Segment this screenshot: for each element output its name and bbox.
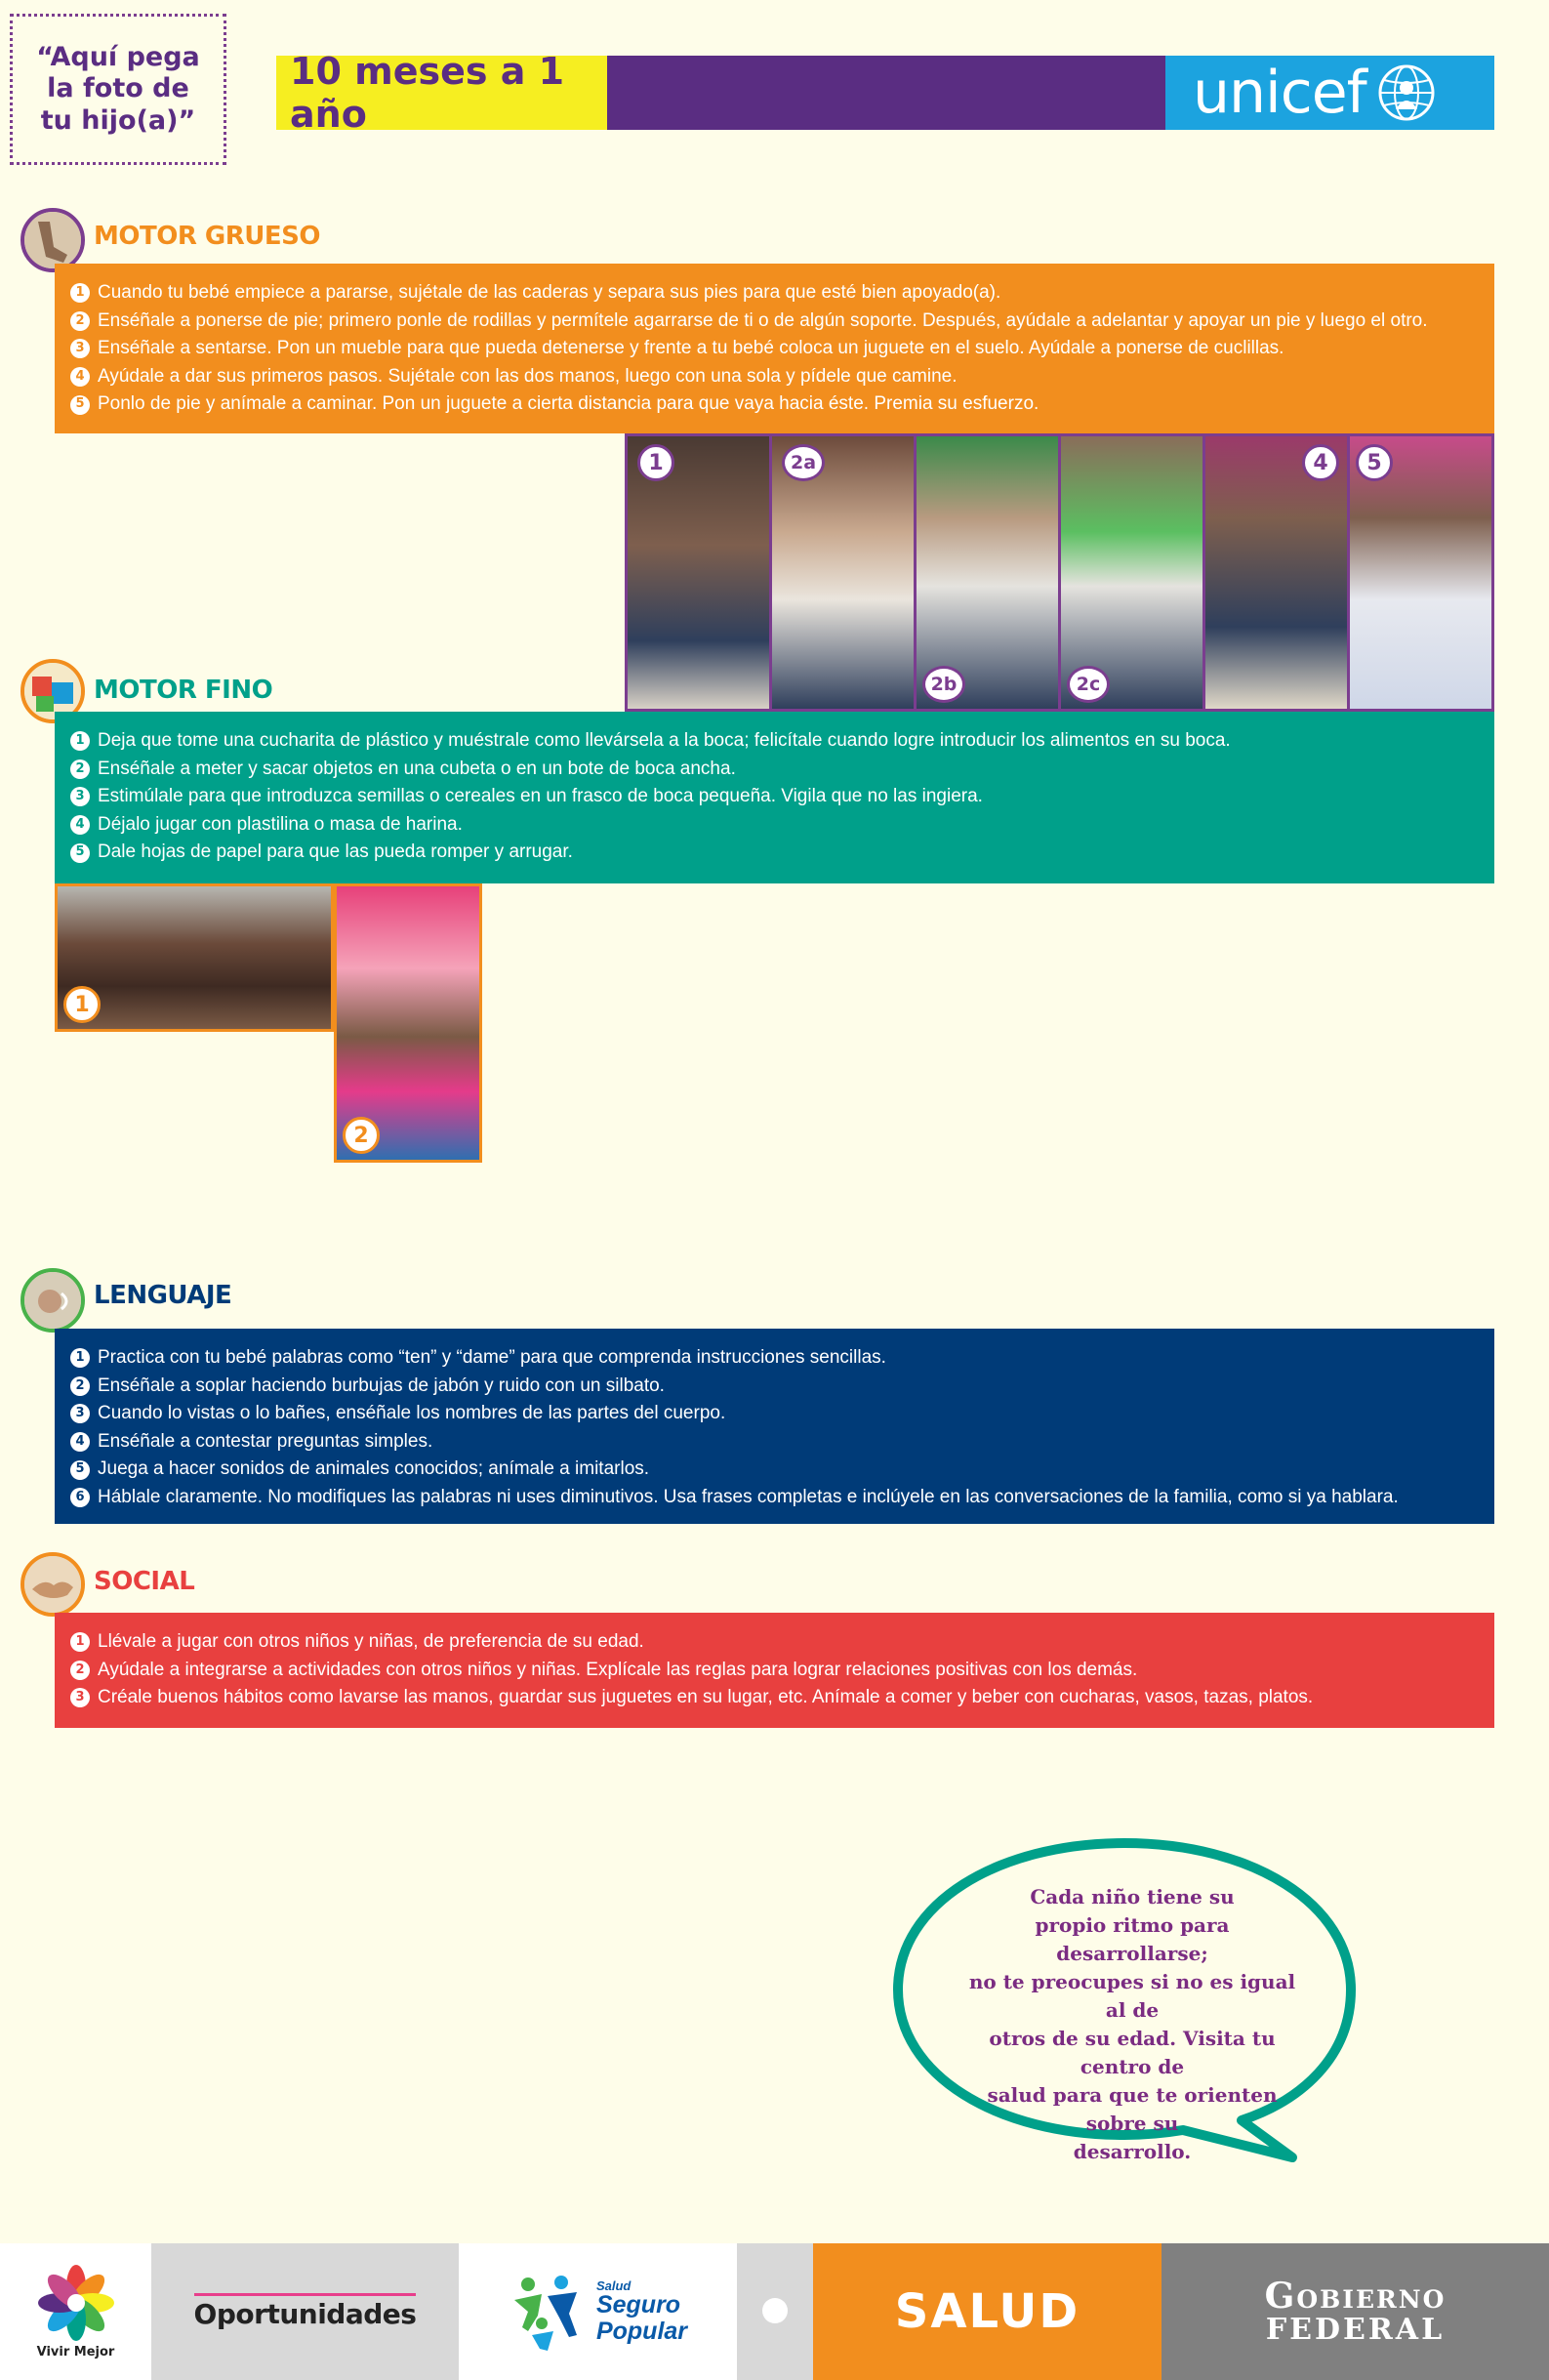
list-text: Enséñale a sentarse. Pon un mueble para que pueda detenerse y frente a tu bebé coloca un juguete en el suelo. Ayúdale a ponerse de cuclillas.	[98, 338, 1284, 359]
photo	[772, 436, 914, 709]
list-number: 6	[70, 1488, 90, 1507]
seguro-popular-label: Seguro Popular	[595, 2291, 688, 2345]
list-number: 1	[70, 1348, 90, 1368]
photo-label: 2a	[782, 444, 825, 481]
photo-placeholder-text: “Aquí pega la foto de tu hijo(a)”	[36, 41, 200, 136]
list-item	[70, 839, 1477, 867]
list-text: Juega a hacer sonidos de animales conocidos; anímale a imitarlos.	[98, 1458, 650, 1480]
list-text: Créale buenos hábitos como lavarse las manos, guardar sus juguetes en su lugar, etc. Anímale a comer y beber con cucharas, vasos, tazas, platos.	[98, 1687, 1314, 1708]
list-text: Dale hojas de papel para que las pueda romper y arrugar.	[98, 841, 573, 863]
list-item	[70, 756, 1477, 784]
photo-label: 4	[1302, 444, 1339, 481]
list-number: 2	[70, 1376, 90, 1396]
list-text: Cuando lo vistas o lo bañes, enséñale los nombres de las partes del cuerpo.	[98, 1403, 726, 1424]
photo	[628, 436, 769, 709]
photo-label: 1	[637, 444, 674, 481]
oportunidades-label: Oportunidades	[194, 2293, 417, 2330]
footer-divider	[737, 2243, 813, 2380]
list-number: 1	[70, 731, 90, 751]
social-title: SOCIAL	[94, 1567, 195, 1596]
vivir-mejor-flower-icon	[38, 2265, 114, 2341]
list-number: 4	[70, 815, 90, 835]
gobierno-label: Gobierno	[1264, 2275, 1447, 2317]
unicef-emblem-icon	[1376, 62, 1437, 123]
list-number: 5	[70, 1460, 90, 1480]
list-item	[70, 363, 1477, 391]
list-number: 2	[70, 759, 90, 779]
list-item	[70, 783, 1477, 811]
lenguaje-list	[55, 1329, 1494, 1524]
motor-fino-title: MOTOR FINO	[94, 676, 273, 705]
seguro-popular-logo	[459, 2243, 737, 2380]
list-item	[70, 308, 1477, 336]
list-number: 4	[70, 367, 90, 387]
photo-label: 1	[63, 986, 101, 1023]
footer-dot	[762, 2298, 788, 2323]
photo-label: 2b	[922, 666, 965, 703]
list-text: Déjalo jugar con plastilina o masa de harina.	[98, 813, 463, 835]
photo-placeholder	[10, 14, 226, 165]
list-text: Enséñale a soplar haciendo burbujas de jabón y ruido con un silbato.	[98, 1375, 665, 1396]
motor-grueso-title: MOTOR GRUESO	[94, 222, 320, 251]
list-text: Ponlo de pie y anímale a caminar. Pon un juguete a cierta distancia para que vaya hacia éste. Premia su esfuerzo.	[98, 393, 1039, 415]
speech-bubble-text: Cada niño tiene su propio ritmo para desarrollarse; no te preocupes si no es igual al de otros de su edad. Visita tu centro de salud para que te orienten sobre su desarrollo.	[968, 1885, 1296, 2163]
lenguaje-title: LENGUAJE	[94, 1281, 232, 1310]
list-text: Ayúdale a dar sus primeros pasos. Sujétale con las dos manos, luego con una sola y pídele que camine.	[98, 365, 958, 387]
footer	[0, 2243, 1549, 2380]
social-list	[55, 1613, 1494, 1728]
list-item	[70, 1684, 1477, 1712]
vivir-mejor-label: Vivir Mejor	[36, 2344, 115, 2359]
photo-label: 2c	[1067, 666, 1110, 703]
list-item	[70, 335, 1477, 363]
list-item	[70, 1484, 1477, 1512]
list-item	[70, 1344, 1477, 1373]
photo	[55, 883, 334, 1032]
salud-logo	[813, 2243, 1162, 2380]
list-item	[70, 727, 1477, 756]
list-text: Enséñale a meter y sacar objetos en una cubeta o en un bote de boca ancha.	[98, 758, 736, 779]
list-number: 2	[70, 311, 90, 331]
list-text: Practica con tu bebé palabras como “ten” y “dame” para que comprenda instrucciones sencillas.	[98, 1347, 886, 1368]
list-text: Cuando tu bebé empiece a pararse, sujétale de las caderas y separa sus pies para que esté bien apoyado(a).	[98, 282, 1001, 303]
list-number: 3	[70, 339, 90, 358]
seguro-popular-people-icon	[509, 2271, 591, 2353]
list-text: Deja que tome una cucharita de plástico y muéstrale como llevársela a la boca; felicítale cuando logre introducir los alimentos en su boca.	[98, 730, 1231, 751]
list-item	[70, 1428, 1477, 1457]
unicef-logo	[1165, 56, 1494, 130]
photo-label: 2	[343, 1117, 380, 1154]
unicef-wordmark: unicef	[1193, 59, 1366, 127]
list-number: 3	[70, 1404, 90, 1423]
list-item	[70, 1373, 1477, 1401]
gobierno-federal-logo	[1162, 2243, 1549, 2380]
list-item	[70, 279, 1477, 308]
motor-grueso-photo-strip	[625, 433, 1494, 712]
list-item	[70, 1657, 1477, 1685]
list-number: 1	[70, 1632, 90, 1652]
photo	[334, 883, 482, 1163]
salud-label: SALUD	[894, 2284, 1080, 2339]
list-number: 4	[70, 1432, 90, 1452]
list-number: 5	[70, 395, 90, 415]
photo	[917, 436, 1058, 709]
list-text: Enséñale a ponerse de pie; primero ponle de rodillas y permítele agarrarse de ti o de algún soporte. Después, ayúdale a adelantar y apoyar un pie y luego el otro.	[98, 309, 1428, 331]
list-item	[70, 1628, 1477, 1657]
list-number: 3	[70, 1688, 90, 1707]
motor-grueso-list	[55, 264, 1494, 433]
list-number: 3	[70, 787, 90, 806]
list-text: Estimúlale para que introduzca semillas o cereales en un frasco de boca pequeña. Vigila que no las ingiera.	[98, 786, 983, 807]
federal-label: FEDERAL	[1265, 2312, 1446, 2347]
social-icon	[20, 1552, 85, 1617]
list-number: 2	[70, 1661, 90, 1680]
seguro-popular-small-label: Salud	[595, 2278, 632, 2294]
age-range-banner	[276, 50, 607, 136]
photo	[1350, 436, 1491, 709]
list-item	[70, 1400, 1477, 1428]
list-number: 1	[70, 283, 90, 303]
list-text: Enséñale a contestar preguntas simples.	[98, 1430, 433, 1452]
photo	[1205, 436, 1347, 709]
oportunidades-logo	[151, 2243, 459, 2380]
motor-fino-list	[55, 712, 1494, 883]
age-range-title: 10 meses a 1 año	[290, 50, 565, 136]
list-item	[70, 1456, 1477, 1484]
list-text: Llévale a jugar con otros niños y niñas, de preferencia de su edad.	[98, 1631, 644, 1652]
list-item	[70, 811, 1477, 840]
list-item	[70, 390, 1477, 419]
list-text: Ayúdale a integrarse a actividades con otros niños y niñas. Explícale las reglas para lograr relaciones positivas con los demás.	[98, 1659, 1138, 1680]
lenguaje-icon	[20, 1268, 85, 1333]
header-purple-band	[607, 56, 1165, 130]
list-text: Háblale claramente. No modifiques las palabras ni uses diminutivos. Usa frases completas e inclúyele en las conversaciones de la familia, como si ya hablara.	[98, 1486, 1399, 1507]
photo-label: 5	[1356, 444, 1393, 481]
vivir-mejor-logo	[0, 2243, 151, 2380]
photo	[1061, 436, 1203, 709]
list-number: 5	[70, 843, 90, 863]
